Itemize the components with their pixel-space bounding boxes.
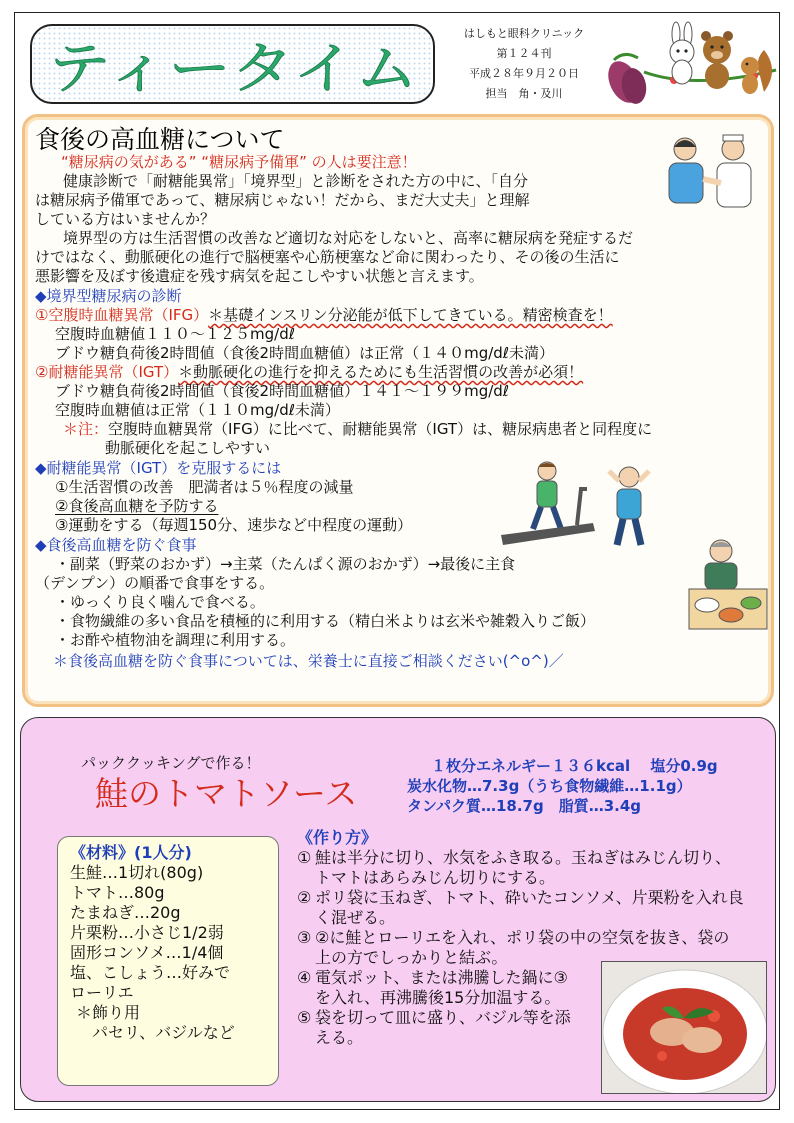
ifg-label: ①空腹時血糖異常（IFG） [35,306,209,324]
nutrition-line: 炭水化物…7.3g（うち食物繊維…1.1g） [407,777,692,795]
step-line: を入れ、再沸騰後15分加温する。 [315,988,561,1007]
paragraph-line: は糖尿病予備軍であって、糖尿病じゃない！だから、まだ大丈夫」と理解 [35,191,530,209]
prevent-note: ＊食後高血糖を防ぐ食事については、栄養士に直接ご相談ください(^o^)／ [53,652,564,670]
overcome-item: ③運動をする（毎週150分、速歩など中程度の運動） [55,516,413,534]
step-line: 袋を切って皿に盛り、バジル等を添 [315,1008,571,1027]
step-line: く混ぜる。 [315,908,396,927]
step-number: ③ [297,928,312,947]
issue-info [444,24,604,104]
material-item: 生鮭…1切れ(80g) [70,863,204,882]
step-line: ポリ袋に玉ねぎ、トマト、砕いたコンソメ、片栗粉を入れ良 [315,888,744,907]
igt-note: ＊動脈硬化の進行を抑えるためにも生活習慣の改善が必須！ [178,363,584,381]
caution-line: 動脈硬化を起こしやすい [105,439,271,457]
clinic-name: はしもと眼科クリニック [463,27,585,40]
paragraph-line: 健康診断で「耐糖能異常」「境界型」と診断をされた方の中に、「自分 [63,172,529,190]
igt-label: ②耐糖能異常（IGT） [35,363,179,381]
recipe-title: 鮭のトマトソース [95,774,358,813]
prevent-heading: ◆食後高血糖を防ぐ食事 [35,536,197,554]
material-item: たまねぎ…20g [70,903,181,922]
ifg-note: ＊基礎インスリン分泌能が低下してきている。精密検査を！ [208,306,613,324]
step-number: ④ [297,968,312,987]
doctor-patient-illustration [663,131,763,213]
step-line: 電気ポット、または沸騰した鍋に③ [315,968,568,987]
step-number: ⑤ [297,1008,312,1027]
diagnosis-line: 空腹時血糖値１１０～１２５mg/dℓ [55,325,295,343]
exercise-illustration [601,461,657,551]
method-heading: 《作り方》 [297,828,378,847]
overcome-item: ②食後高血糖を予防する [55,497,219,515]
material-item: トマト…80g [70,883,165,902]
paragraph-line: 境界型の方は生活習慣の改善など適切な対応をしないと、高率に糖尿病を発症するだ [63,229,634,247]
caution-mark: ＊注： [63,420,109,438]
step-line: ②に鮭とローリエを入れ、ポリ袋の中の空気を抜き、袋の [315,928,730,947]
prevent-line: （デンプン）の順番で食事をする。 [35,574,275,592]
material-item: パセリ、バジルなど [76,1023,235,1042]
caution-text: 空腹時血糖異常（IFG）に比べて、耐糖能異常（IGT）は、糖尿病患者と同程度に [108,420,653,438]
salmon-dish-photo [601,961,767,1094]
material-item: 塩、こしょう…好みで [70,963,231,982]
material-item: ＊飾り用 [76,1003,141,1022]
nutrition-line: １枚分エネルギー１３６kcal 塩分0.9g [431,757,718,775]
method-step [297,848,772,888]
caution-line [35,420,761,439]
step-number: ① [297,848,312,867]
meal-illustration [687,533,769,633]
paragraph-line: している方はいませんか？ [35,210,216,228]
method-step [297,888,772,928]
paragraph-line: けではなく、動脈硬化の進行で脳梗塞や心筋梗塞など命に関わったり、その後の生活に [35,248,620,266]
diagnosis-line: ブドウ糖負荷後2時間値（食後2時間血糖値）１４１～１９９mg/dℓ [55,382,509,400]
title-dot-background [32,26,435,104]
issue-number: 第１２４刊 [496,47,552,60]
recipe-box [20,717,776,1102]
material-item: 片栗粉…小さじ1/2弱 [70,923,224,942]
article-subtitle: “糖尿病の気がある” “糖尿病予備軍” の人は要注意！ [61,153,417,171]
step-line: トマトはあらみじん切りにする。 [315,868,556,887]
prevent-item: ・お酢や植物油を調理に利用する。 [55,631,296,649]
diagnosis-line: ブドウ糖負荷後2時間値（食後2時間血糖値）は正常（１４０mg/dℓ未満） [55,344,554,362]
prevent-item: ・食物繊維の多い食品を積極的に利用する（精白米よりは玄米や雑穀入りご飯） [55,612,596,630]
treadmill-illustration [497,459,601,553]
step-line: 鮭は半分に切り、水気をふき取る。玉ねぎはみじん切り、 [315,848,732,867]
newsletter-title: ティータイム [48,37,419,102]
intro-paragraph [35,172,761,229]
ifg-line [35,306,761,325]
nutrition-line: タンパク質…18.7g 脂質…3.4g [407,797,642,815]
second-paragraph [35,229,761,286]
diagnosis-heading: ◆境界型糖尿病の診断 [35,287,182,305]
article-box [22,114,774,707]
overcome-item: ①生活習慣の改善 肥満者は５％程度の減量 [55,478,354,496]
material-item: ローリエ [70,983,134,1002]
newsletter-title-box [30,24,435,104]
paragraph-line: 悪影響を及ぼす後遺症を残す病気を起こしやすい状態と言えます。 [35,267,484,285]
nutrition-info [407,756,718,816]
issue-date: 平成２８年９月２０日 [469,67,579,80]
step-number: ② [297,888,312,907]
prevent-item: ・ゆっくり良く噛んで食べる。 [55,593,265,611]
material-item: 固形コンソメ…1/4個 [70,943,224,962]
step-line: 上の方でしっかりと結ぶ。 [315,948,508,967]
overcome-heading: ◆耐糖能異常（IGT）を克服するには [35,459,282,477]
staff-names: 担当 角・及川 [485,87,563,100]
prevent-line: ・副菜（野菜のおかず）→主菜（たんぱく源のおかず）→最後に主食 [55,555,516,573]
recipe-kicker: パッククッキングで作る！ [81,754,261,772]
article-title: 食後の高血糖について [35,125,285,154]
materials-box [57,836,279,1086]
dish-image [602,962,767,1094]
animal-mascots-illustration [604,20,780,106]
materials-heading: 《材料》(1人分) [70,843,192,862]
igt-line [35,363,761,382]
diagnosis-line: 空腹時血糖値は正常（１１０mg/dℓ未満） [55,401,340,419]
article-body [35,125,761,671]
step-line: える。 [315,1028,364,1047]
